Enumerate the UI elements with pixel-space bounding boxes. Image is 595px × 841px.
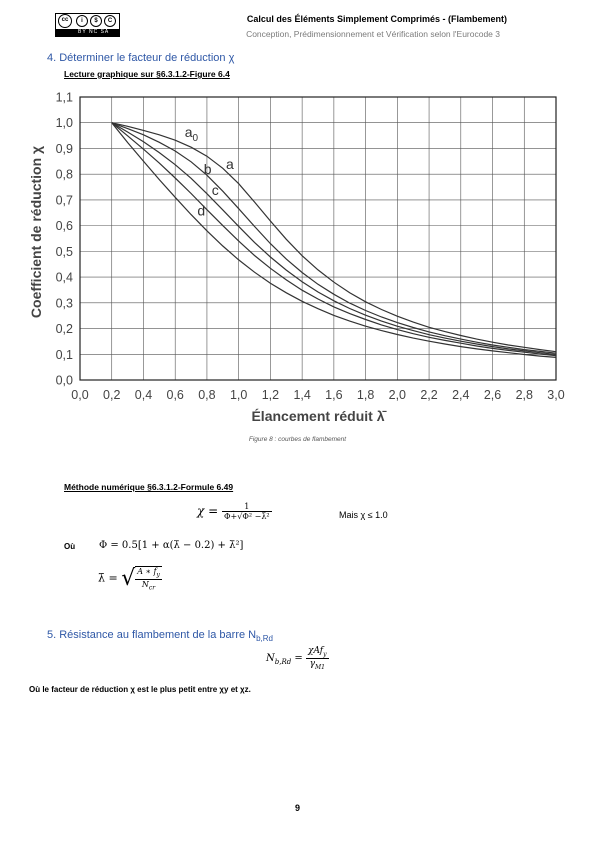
- lambda-numerator-sub: y: [156, 571, 160, 579]
- series-label-d: d: [197, 202, 206, 219]
- x-tick-label: 0,0: [71, 388, 89, 402]
- plot-frame: [80, 97, 556, 380]
- x-tick-label: 2,2: [420, 388, 438, 402]
- y-tick-label: 0,8: [55, 167, 73, 182]
- header-subtitle: Conception, Prédimensionnement et Vérification selon l'Eurocode 3: [246, 29, 500, 39]
- section5-title: 5. Résistance au flambement de la barre $N_{b,Rd}$: [47, 629, 274, 644]
- nbrd-formula: $N_{b,Rd}$ = $\frac{\chi Af_y}{\gamma_{M1}}$: [266, 646, 327, 671]
- chi-formula: [197, 502, 272, 521]
- x-tick-label: 1,8: [356, 388, 375, 402]
- phi-formula: Φ = 0.5[1 + α(λ̄ − 0.2) + λ̄²]: [99, 540, 244, 551]
- header-title: Calcul des Éléments Simplement Comprimés - (Flambement): [246, 14, 507, 24]
- section5-note: Où le facteur de réduction χ est le plus petit entre χy et χz.: [29, 685, 251, 694]
- y-axis-label: Coefficient de réduction χ: [28, 145, 44, 319]
- y-tick-label: 0,3: [55, 296, 73, 311]
- nbrd-lhs: N: [266, 652, 275, 664]
- y-tick-label: 0,9: [55, 141, 73, 156]
- x-axis-label: Élancement réduit λ̄: [251, 408, 385, 424]
- lambda-numerator: A ∗ f: [137, 567, 157, 576]
- lambda-lhs: λ̄ =: [98, 571, 118, 585]
- x-tick-label: 0,6: [166, 388, 184, 402]
- y-tick-label: 0,7: [55, 193, 73, 208]
- x-tick-label: 2,8: [515, 388, 533, 402]
- x-tick-label: 0,8: [198, 388, 216, 402]
- y-tick-label: 0,1: [55, 347, 73, 362]
- chi-denominator: Φ+√Φ² −λ̄²: [223, 512, 270, 521]
- y-tick-label: 0,4: [55, 270, 73, 285]
- y-tick-label: 1,1: [55, 90, 73, 105]
- ou-label: Où: [64, 542, 76, 551]
- x-tick-label: 2,6: [483, 388, 502, 402]
- x-tick-label: 0,2: [103, 388, 121, 402]
- x-tick-label: 1,6: [325, 388, 343, 402]
- section4-title: 4. Déterminer le facteur de réduction χ: [47, 52, 235, 64]
- x-tick-label: 1,0: [229, 388, 248, 402]
- nbrd-numerator: χAf: [307, 646, 324, 656]
- y-tick-label: 0,2: [55, 322, 73, 337]
- nbrd-lhs-sub: b,Rd: [274, 657, 292, 666]
- y-tick-label: 0,0: [55, 373, 73, 388]
- series-label-a: a: [225, 156, 234, 173]
- chi-lhs: χ =: [197, 504, 219, 518]
- series-label-c: c: [211, 181, 219, 198]
- x-tick-label: 1,4: [293, 388, 311, 402]
- x-tick-label: 0,4: [134, 388, 153, 402]
- x-tick-label: 2,4: [452, 388, 470, 402]
- nc-icon: $: [90, 15, 102, 27]
- numeric-subtitle: Méthode numérique §6.3.1.2-Formule 6.49: [64, 482, 234, 492]
- sa-icon: C: [104, 15, 116, 27]
- series-label-b: b: [203, 161, 212, 178]
- y-tick-label: 0,6: [55, 219, 73, 234]
- y-tick-labels: [56, 91, 73, 388]
- nbrd-denominator: γ: [309, 658, 315, 669]
- license-text: BY NC SA: [78, 29, 110, 35]
- y-tick-label: 0,5: [55, 244, 73, 259]
- buckling-chart: [0, 80, 595, 435]
- chart-grid: [80, 97, 556, 380]
- lambda-denominator-sub: cr: [148, 584, 156, 592]
- y-tick-label: 1,0: [55, 116, 73, 131]
- series-labels: [185, 124, 234, 218]
- cc-license-logo: [55, 13, 120, 37]
- x-tick-label: 3,0: [547, 388, 565, 402]
- x-tick-label: 1,2: [261, 388, 280, 402]
- chi-condition: Mais χ ≤ 1.0: [339, 510, 388, 520]
- chi-numerator: 1: [222, 502, 272, 512]
- cc-icon: cc: [58, 14, 72, 28]
- series-label-a0: $a_0$: [184, 123, 199, 144]
- page-number: 9: [294, 803, 300, 813]
- lambda-denominator: N: [141, 579, 149, 589]
- figure-caption: Figure 8 : courbes de flambement: [248, 436, 347, 443]
- by-icon: i: [76, 15, 88, 27]
- x-tick-label: 2,0: [388, 388, 407, 402]
- lambda-formula: λ̄ = √ $\frac{A ∗ f_y}{N_{cr}}$: [98, 566, 160, 592]
- section4-subtitle: Lecture graphique sur §6.3.1.2-Figure 6.4: [64, 69, 230, 79]
- x-tick-labels: [71, 388, 564, 402]
